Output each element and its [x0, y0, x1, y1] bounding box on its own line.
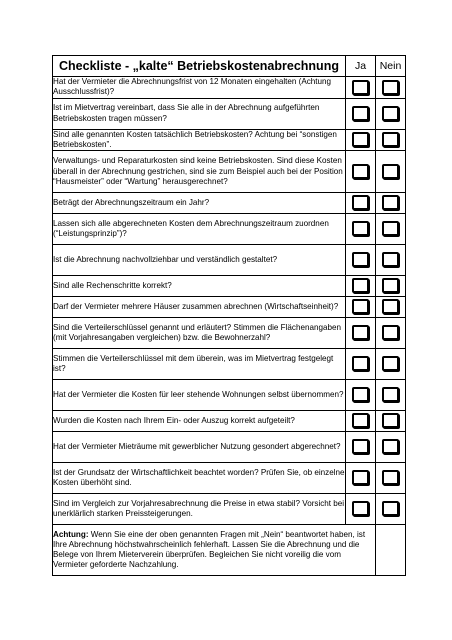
checklist-title: Checkliste - „kalte“ Betriebskostenabrechnung: [53, 56, 346, 77]
checkbox-ja[interactable]: [352, 413, 369, 428]
checkbox-ja[interactable]: [352, 470, 369, 485]
checklist-row: [53, 129, 406, 151]
checklist-row: [53, 349, 406, 380]
checkbox-cell-nein: [376, 129, 406, 151]
checkbox-cell-ja: [346, 193, 376, 214]
checklist-row: [53, 98, 406, 129]
checkbox-nein[interactable]: [382, 195, 399, 210]
checkbox-ja[interactable]: [352, 278, 369, 293]
checkbox-cell-nein: [376, 432, 406, 463]
checkbox-cell-nein: [376, 380, 406, 411]
note-row: [53, 525, 406, 576]
checkbox-ja[interactable]: [352, 439, 369, 454]
checkbox-cell-nein: [376, 98, 406, 129]
checkbox-cell-ja: [346, 245, 376, 276]
checkbox-ja[interactable]: [352, 252, 369, 267]
checklist-row: [53, 276, 406, 297]
checkbox-nein[interactable]: [382, 413, 399, 428]
checkbox-cell-nein: [376, 349, 406, 380]
column-header-ja: Ja: [346, 56, 376, 77]
checkbox-cell-nein: [376, 245, 406, 276]
checkbox-cell-ja: [346, 297, 376, 318]
checklist-row: [53, 151, 406, 193]
checkbox-cell-ja: [346, 151, 376, 193]
checklist-row: [53, 318, 406, 349]
question-text: Ist im Mietvertrag vereinbart, dass Sie alle in der Abrechnung aufgeführten Betriebskosten tragen müssen?: [53, 98, 346, 129]
header-row: [53, 56, 406, 77]
question-text: Sind im Vergleich zur Vorjahresabrechnung die Preise in etwa stabil? Vorsicht bei unerklärlich starken Preissteigerungen.: [53, 494, 346, 525]
checkbox-nein[interactable]: [382, 439, 399, 454]
question-text: Lassen sich alle abgerechneten Kosten dem Abrechnungszeitraum zuordnen (“Leistungsprinzip”)?: [53, 214, 346, 245]
question-text: Sind alle genannten Kosten tatsächlich Betriebskosten? Achtung bei “sonstigen Betriebskosten”.: [53, 129, 346, 151]
checkbox-cell-ja: [346, 129, 376, 151]
checklist-row: [53, 297, 406, 318]
checkbox-ja[interactable]: [352, 299, 369, 314]
checkbox-ja[interactable]: [352, 80, 369, 95]
question-text: Beträgt der Abrechnungszeitraum ein Jahr?: [53, 193, 346, 214]
checkbox-ja[interactable]: [352, 164, 369, 179]
question-text: Wurden die Kosten nach Ihrem Ein- oder Auszug korrekt aufgeteilt?: [53, 411, 346, 432]
checkbox-ja[interactable]: [352, 195, 369, 210]
checkbox-cell-nein: [376, 214, 406, 245]
question-text: Hat der Vermieter Mieträume mit gewerblicher Nutzung gesondert abgerechnet?: [53, 432, 346, 463]
checklist-row: [53, 214, 406, 245]
checkbox-nein[interactable]: [382, 299, 399, 314]
checkbox-cell-ja: [346, 349, 376, 380]
checkbox-nein[interactable]: [382, 278, 399, 293]
question-text: Sind die Verteilerschlüssel genannt und erläutert? Stimmen die Flächenangaben (mit Vorjahresangaben vergleichen) bzw. die Bewohnerzahl?: [53, 318, 346, 349]
note-label: Achtung:: [53, 529, 89, 539]
checklist-row: [53, 494, 406, 525]
checkbox-cell-ja: [346, 318, 376, 349]
checkbox-ja[interactable]: [352, 501, 369, 516]
note-text: Wenn Sie eine der oben genannten Fragen mit „Nein“ beantwortet haben, ist Ihre Abrechnung höchstwahrscheinlich fehlerhaft. Lassen Sie die Abrechnung und die Belege von Ihrem Mieterverein überprüfen. Begleichen Sie nicht voreilig die vom Vermieter geforderte Nachzahlung.: [53, 529, 366, 570]
checklist-table: [52, 55, 406, 576]
checkbox-cell-ja: [346, 380, 376, 411]
question-text: Ist der Grundsatz der Wirtschaftlichkeit beachtet worden? Prüfen Sie, ob einzelne Kosten überhöht sind.: [53, 463, 346, 494]
checkbox-nein[interactable]: [382, 356, 399, 371]
checkbox-nein[interactable]: [382, 106, 399, 121]
checklist-row: [53, 380, 406, 411]
checkbox-ja[interactable]: [352, 106, 369, 121]
checkbox-cell-ja: [346, 276, 376, 297]
checkbox-cell-nein: [376, 411, 406, 432]
checkbox-ja[interactable]: [352, 356, 369, 371]
question-text: Hat der Vermieter die Abrechnungsfrist von 12 Monaten eingehalten (Achtung Ausschlussfrist)?: [53, 77, 346, 99]
checkbox-nein[interactable]: [382, 325, 399, 340]
checkbox-cell-ja: [346, 411, 376, 432]
checkbox-cell-nein: [376, 494, 406, 525]
column-header-nein: Nein: [376, 56, 406, 77]
checkbox-nein[interactable]: [382, 387, 399, 402]
checkbox-cell-ja: [346, 98, 376, 129]
checkbox-ja[interactable]: [352, 221, 369, 236]
note-cell: [53, 525, 376, 576]
checkbox-cell-nein: [376, 151, 406, 193]
checklist-row: [53, 245, 406, 276]
checkbox-cell-nein: [376, 276, 406, 297]
checkbox-nein[interactable]: [382, 221, 399, 236]
checkbox-ja[interactable]: [352, 325, 369, 340]
checkbox-cell-ja: [346, 214, 376, 245]
checkbox-nein[interactable]: [382, 470, 399, 485]
checkbox-cell-ja: [346, 77, 376, 99]
question-text: Hat der Vermieter die Kosten für leer stehende Wohnungen selbst übernommen?: [53, 380, 346, 411]
checklist-row: [53, 463, 406, 494]
checkbox-cell-nein: [376, 77, 406, 99]
checkbox-cell-nein: [376, 193, 406, 214]
question-text: Sind alle Rechenschritte korrekt?: [53, 276, 346, 297]
checkbox-nein[interactable]: [382, 252, 399, 267]
checkbox-ja[interactable]: [352, 387, 369, 402]
question-text: Ist die Abrechnung nachvollziehbar und verständlich gestaltet?: [53, 245, 346, 276]
checkbox-nein[interactable]: [382, 164, 399, 179]
question-text: Verwaltungs- und Reparaturkosten sind keine Betriebskosten. Sind diese Kosten überall in der Abrechnung gestrichen, sind sie zum Beispiel auch bei der Position “Hausmeister” oder “Wartung” herausgerechnet?: [53, 151, 346, 193]
checklist-row: [53, 432, 406, 463]
checkbox-cell-ja: [346, 463, 376, 494]
checklist-row: [53, 193, 406, 214]
checkbox-cell-nein: [376, 297, 406, 318]
checkbox-ja[interactable]: [352, 132, 369, 147]
checkbox-nein[interactable]: [382, 501, 399, 516]
checklist-row: [53, 77, 406, 99]
checkbox-cell-ja: [346, 494, 376, 525]
checklist-row: [53, 411, 406, 432]
question-text: Stimmen die Verteilerschlüssel mit dem überein, was im Mietvertrag festgelegt ist?: [53, 349, 346, 380]
checkbox-cell-nein: [376, 463, 406, 494]
note-empty-cell: [376, 525, 406, 576]
checkbox-cell-ja: [346, 432, 376, 463]
checkbox-nein[interactable]: [382, 132, 399, 147]
checkbox-nein[interactable]: [382, 80, 399, 95]
question-text: Darf der Vermieter mehrere Häuser zusammen abrechnen (Wirtschaftseinheit)?: [53, 297, 346, 318]
checkbox-cell-nein: [376, 318, 406, 349]
